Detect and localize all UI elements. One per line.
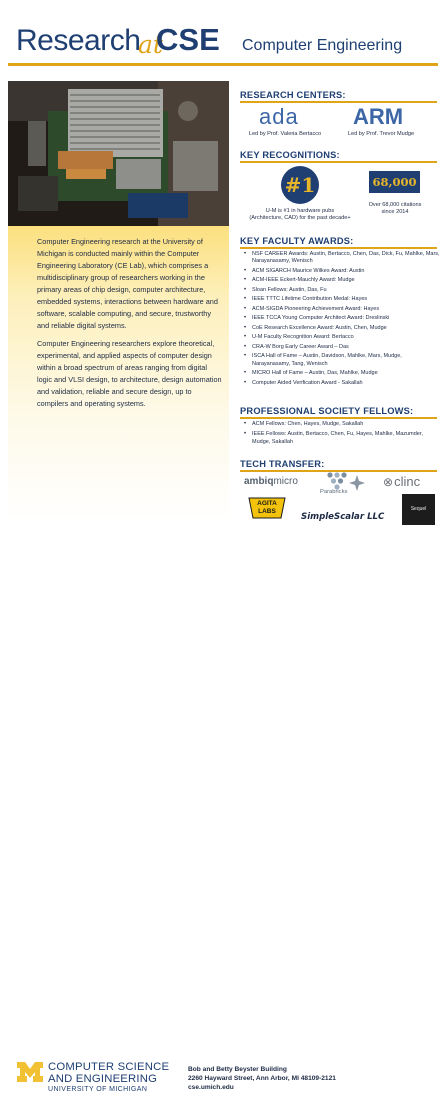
list-item: • ISCA Hall of Fame – Austin, Davidson, Mahlke, Mars, Mudge, Narayanasamy, Tang, Wenisch	[244, 353, 440, 368]
faculty-awards-list	[244, 251, 440, 389]
agita-logo-bottom: LABS	[258, 508, 276, 515]
intro-paragraph: Computer Engineering researchers explore theoretical, experimental, and applied aspects of computer design within a broad spectrum of areas ranging from digital logic and VLSI design, to architecture, design automation and validation, reliable and secure design, up to compilers and operating systems.	[37, 339, 222, 408]
parabricks-logo: Parabricks	[320, 489, 348, 495]
intro-paragraph: Computer Engineering research at the University of Michigan is conducted mainly within the Computer Engineering Laboratory (CE Lab), which comprises a multidisciplinary group of researchers working in the primary areas of chip design, computer architecture, embedded systems, interactions between hardware and software, scalable computing, and secure, trustworthy and reliable digital systems.	[37, 237, 218, 330]
rank-caption	[240, 208, 360, 222]
michigan-m-icon	[17, 1062, 43, 1082]
address-block	[188, 1065, 336, 1092]
header-divider	[8, 63, 438, 66]
clinc-logo	[383, 474, 420, 489]
clinc-mark-icon: ⊗	[383, 475, 394, 489]
section-title-key-recognitions: KEY RECOGNITIONS:	[240, 150, 340, 160]
section-divider	[240, 161, 437, 163]
address-line: 2260 Hayward Street, Ann Arbor, MI 48109-2121	[188, 1075, 336, 1082]
list-item: • IEEE TCCA Young Computer Architect Award: Dreslinski	[244, 315, 440, 322]
parabricks-mark-icon	[322, 470, 352, 490]
footer	[0, 528, 445, 1093]
list-item: • ACM-SIGDA Pioneering Achievement Award: Hayes	[244, 306, 440, 313]
citations-caption-line: Over 68,000 citations	[368, 202, 422, 208]
list-item: • CoE Research Excellence Award: Austin, Chen, Mudge	[244, 325, 440, 332]
rank-badge: #1	[281, 166, 319, 204]
list-item: • IEEE Fellows: Austin, Bertacco, Chen, Fu, Hayes, Mahlke, Mazumder, Mudge, Sakallah	[244, 431, 440, 446]
brand-research: Research	[16, 24, 141, 57]
list-item: • MICRO Hall of Fame – Austin, Das, Mahlke, Mudge	[244, 370, 440, 377]
citations-caption	[355, 202, 435, 216]
list-item: • Sloan Fellows: Austin, Das, Fu	[244, 287, 440, 294]
section-title-society-fellows: PROFESSIONAL SOCIETY FELLOWS:	[240, 406, 414, 416]
website-link[interactable]: cse.umich.edu	[188, 1084, 234, 1091]
ambiq-logo-rest: micro	[273, 476, 298, 487]
list-item: • CRA-W Borg Early Career Award – Das	[244, 344, 440, 351]
section-title-tech-transfer: TECH TRANSFER:	[240, 459, 325, 469]
agita-labs-logo	[247, 496, 287, 520]
arm-center-logo: ARM	[353, 104, 404, 129]
rank-caption-line: U-M is #1 in hardware pubs	[265, 208, 335, 214]
circuit-board-illustration	[8, 81, 229, 226]
list-item: • Computer Aided Verification Award - Sakallah	[244, 380, 440, 387]
ambiq-logo-bold: ambiq	[244, 476, 274, 487]
ada-center-logo: ada	[259, 104, 299, 129]
clinc-logo-text: clinc	[394, 474, 421, 489]
list-item: • ACM-IEEE Eckert-Mauchly Award: Mudge	[244, 277, 440, 284]
section-divider	[240, 417, 437, 419]
university-name: UNIVERSITY OF MICHIGAN	[48, 1086, 148, 1093]
arm-center-caption: Led by Prof. Trevor Mudge	[347, 131, 415, 137]
list-item: • NSF CAREER Awards: Austin, Bertacco, Chen, Das, Dick, Fu, Mahlke, Mars, Narayanasamy, Wenisch	[244, 251, 440, 266]
ambiq-micro-logo	[244, 476, 298, 487]
intro-panel	[8, 226, 229, 524]
list-item: • IEEE TTTC Lifetime Contribution Medal: Hayes	[244, 296, 440, 303]
society-fellows-list	[244, 421, 440, 449]
agita-logo-top: AGITA	[257, 500, 277, 507]
brand-at: at	[138, 30, 163, 59]
list-item: • ACM SIGARCH Maurice Wilkes Award: Austin	[244, 268, 440, 275]
brand-cse: CSE	[156, 22, 220, 57]
citations-badge: 68,000	[369, 171, 420, 193]
section-title-research-centers: RESEARCH CENTERS:	[240, 90, 346, 100]
dept-name-line: COMPUTER SCIENCE	[48, 1061, 170, 1073]
list-item: • U-M Faculty Recognition Award: Bertacco	[244, 334, 440, 341]
header	[0, 0, 445, 82]
page-subtitle: Computer Engineering	[242, 37, 403, 54]
address-line: Bob and Betty Beyster Building	[188, 1066, 287, 1073]
ada-center-caption: Led by Prof. Valeria Bertacco	[248, 131, 322, 137]
hardware-photo	[8, 81, 229, 226]
dept-name-line: AND ENGINEERING	[48, 1073, 158, 1085]
section-divider	[240, 247, 437, 249]
simplescalar-logo: SimpleScalar LLC	[301, 512, 385, 522]
block-m-logo	[17, 1062, 43, 1087]
sequel-logo: Sequel	[402, 494, 435, 525]
section-divider	[240, 101, 437, 103]
section-title-faculty-awards: KEY FACULTY AWARDS:	[240, 236, 354, 246]
list-item: • ACM Fellows: Chen, Hayes, Mudge, Sakallah	[244, 421, 440, 428]
rank-caption-line: (Architecture, CAD) for the past decade+	[249, 215, 351, 221]
citations-caption-line: since 2014	[381, 209, 409, 215]
